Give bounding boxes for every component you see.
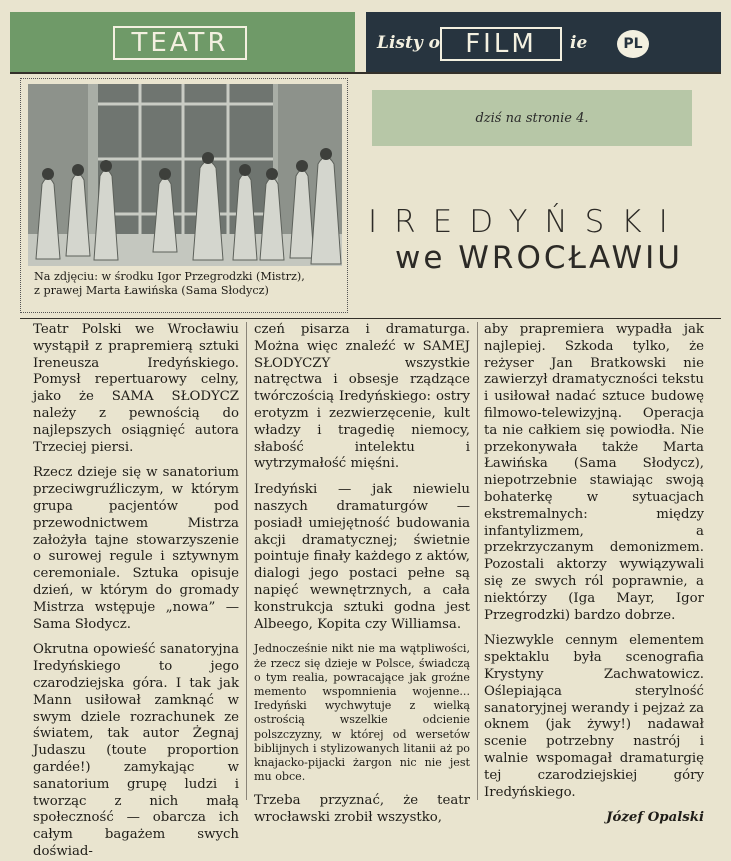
article-paragraph: Rzecz dzieje się w sanatorium przeciwgruźliczym, w którym grupa pacjentów pod przewodnictwem Mistrza założyła tajne stowarzyszenie o surowej regule i sztywnym ceremoniale. Sztuka opisuje dzień, w którym do gromady Mistrza wstępuje „nowa” — Sama Słodycz.: [33, 465, 239, 632]
article-title-line2: we WROCŁAWIU: [395, 240, 683, 276]
column-rule: [477, 322, 478, 800]
page-reference-text: dziś na stronie 4.: [475, 110, 589, 126]
stage-photo: [28, 84, 342, 266]
film-header-suffix: ie: [570, 33, 588, 53]
article-column-1: [33, 322, 239, 861]
teatr-section-label: TEATR: [113, 26, 247, 60]
article-paragraph: Okrutna opowieść sanatoryjna Iredyńskiego to jego czarodziejska góra. I tak jak Mann usiłował zamknąć w swym dziele rozrachunek ze światem, tak autor Żegnaj Judaszu (toute proportion gardée!) zamykając w sanatorium grupę ludzi i tworząc z nich małą społeczność — obarcza ich całym bagażem swych doświad-: [33, 642, 239, 859]
article-paragraph-boxed: Jednocześnie nikt nie ma wątpliwości, że rzecz się dzieje w Polsce, świadczą o tym realia, powracające jak groźne memento wspomnienia wojenne... Iredyński wychwytuje z wielką ostrością wszelkie odcienie polszczyzny, w której od wersetów biblijnych i stylizowanych litanii aż po knajacko-pijacki żargon nic nie jest mu obce.: [254, 642, 470, 784]
film-section-label: FILM: [440, 27, 562, 61]
page-reference-banner: [372, 90, 692, 146]
pl-badge: PL: [617, 30, 649, 58]
article-paragraph: Teatr Polski we Wrocławiu wystąpił z prapremierą sztuki Ireneusza Iredyńskiego. Pomysł repertuarowy celny, jako że SAMA SŁODYCZ należy z pewnością do najlepszych osiągnięć autora Trzeciej piersi.: [33, 322, 239, 455]
author-signature: Józef Opalski: [606, 810, 704, 826]
article-paragraph: Trzeba przyznać, że teatr wrocławski zrobił wszystko,: [254, 793, 470, 826]
article-divider: [20, 318, 721, 319]
article-title-line1: IREDYŃSKI: [368, 204, 685, 240]
header-divider: [10, 72, 721, 74]
article-paragraph: Niezwykle cennym elementem spektaklu była scenografia Krystyny Zachwatowicz. Oślepiająca sterylność sanatoryjnej werandy i pejzaż za oknem (jak żywy!) nadawał scenie potrzebny nastrój i walnie wspomagał dramaturgię tej czarodziejskiej góry Iredyńskiego.: [484, 633, 704, 800]
photo-caption: [34, 270, 336, 298]
article-paragraph: czeń pisarza i dramaturga. Można więc znaleźć w SAMEJ SŁODYCZY wszystkie natręctwa i obsesje rządzące twórczością Iredyńskiego: ostry erotyzm i zezwierzęcenie, kult władzy i tragedię niemocy, słabość intelektu i wytrzymałość mięśni.: [254, 322, 470, 472]
column-rule: [246, 322, 247, 800]
article-paragraph: aby prapremiera wypadła jak najlepiej. Szkoda tylko, że reżyser Jan Bratkowski nie zawierzył dramatyczności tekstu i usiłował nadać sztuce budowę filmowo-telewizyjną. Operacja ta nie całkiem się powiodła. Nie przekonywała także Marta Ławińska (Sama Słodycz), niepotrzebnie stawiając swoją bohaterkę w sytuacjach ekstremalnych: między infantylizmem, a przekrzyczanym demonizmem. Pozostali aktorzy wywiązywali się ze swych ról poprawnie, a niektórzy (Iga Mayr, Igor Przegrodzki) bardzo dobrze.: [484, 322, 704, 623]
article-column-2: [254, 322, 470, 827]
photo-caption-line: Na zdjęciu: w środku Igor Przegrodzki (Mistrz),: [34, 270, 305, 283]
article-paragraph: Iredyński — jak niewielu naszych dramaturgów — posiadł umiejętność budowania akcji dramatycznej; świetnie pointuje finały każdego z aktów, dialogi jego postaci pełne są napięć wewnętrznych, a cała konstrukcja sztuki godna jest Albeego, Kopita czy Williamsa.: [254, 482, 470, 632]
article-column-3: [484, 322, 704, 827]
stage-photo-illustration: [28, 84, 342, 266]
film-header-prefix: Listy o: [377, 33, 440, 53]
photo-caption-line: z prawej Marta Ławińska (Sama Słodycz): [34, 284, 269, 297]
